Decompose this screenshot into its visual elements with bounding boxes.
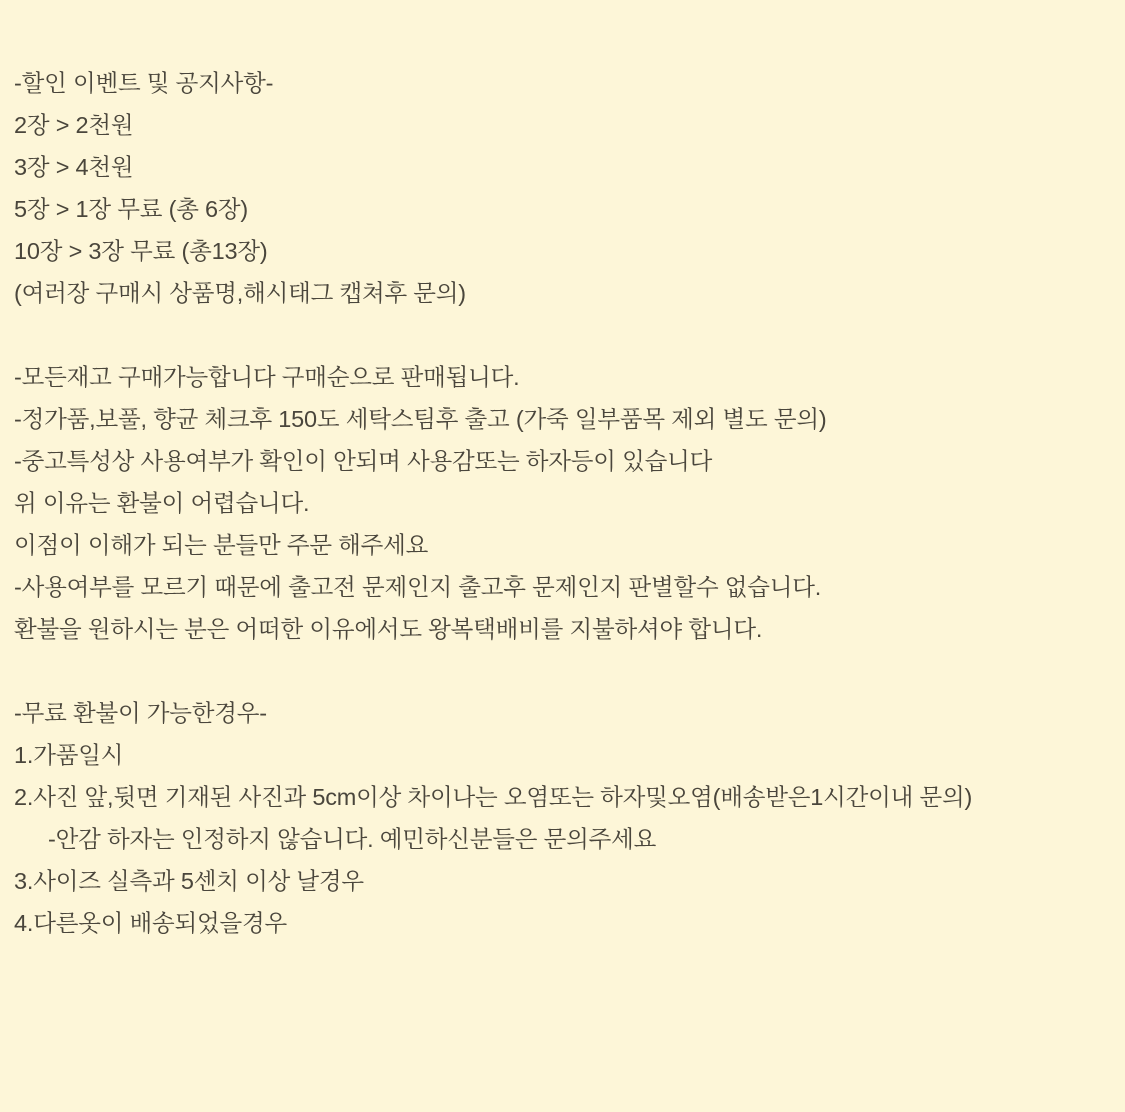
- free-refund-item-3: 3.사이즈 실측과 5센치 이상 날경우: [14, 868, 364, 894]
- discount-line-5-sheets: 5장 > 1장 무료 (총 6장): [14, 196, 249, 222]
- condition-line-cannot-determine: -사용여부를 모르기 때문에 출고전 문제인지 출고후 문제인지 판별할수 없습니다.: [14, 574, 822, 600]
- section-spacer-2: [14, 650, 1111, 692]
- free-refund-item-1: 1.가품일시: [14, 742, 124, 768]
- discount-line-2-sheets: 2장 > 2천원: [14, 112, 134, 138]
- discount-line-3-sheets: 3장 > 4천원: [14, 154, 134, 180]
- condition-line-no-refund: 위 이유는 환불이 어렵습니다.: [14, 490, 310, 516]
- discount-line-10-sheets: 10장 > 3장 무료 (총13장): [14, 238, 268, 264]
- condition-line-used-item-notice: -중고특성상 사용여부가 확인이 안되며 사용감또는 하자등이 있습니다: [14, 448, 713, 474]
- section-spacer-1: [14, 314, 1111, 356]
- free-refund-section: [14, 692, 1111, 944]
- free-refund-heading: -무료 환불이 가능한경우-: [14, 700, 267, 726]
- condition-line-authenticity-check: -정가품,보풀, 향균 체크후 150도 세탁스팀후 출고 (가죽 일부품목 제외 별도 문의): [14, 406, 827, 432]
- condition-line-understanding: 이점이 이해가 되는 분들만 주문 해주세요: [14, 532, 429, 558]
- condition-line-stock: -모든재고 구매가능합니다 구매순으로 판매됩니다.: [14, 364, 520, 390]
- discount-notice-heading: -할인 이벤트 및 공지사항-: [14, 70, 274, 96]
- free-refund-item-2-note: -안감 하자는 인정하지 않습니다. 예민하신분들은 문의주세요: [48, 826, 657, 852]
- discount-line-bulk-inquiry: (여러장 구매시 상품명,해시태그 캡쳐후 문의): [14, 280, 466, 306]
- stock-and-condition-section: [14, 356, 1111, 650]
- discount-notice-section: [14, 62, 1111, 314]
- condition-line-shipping-fee: 환불을 원하시는 분은 어떠한 이유에서도 왕복택배비를 지불하셔야 합니다.: [14, 616, 763, 642]
- free-refund-item-4: 4.다른옷이 배송되었을경우: [14, 910, 288, 936]
- free-refund-item-2: 2.사진 앞,뒷면 기재된 사진과 5cm이상 차이나는 오염또는 하자및오염(배송받은1시간이내 문의): [14, 784, 973, 810]
